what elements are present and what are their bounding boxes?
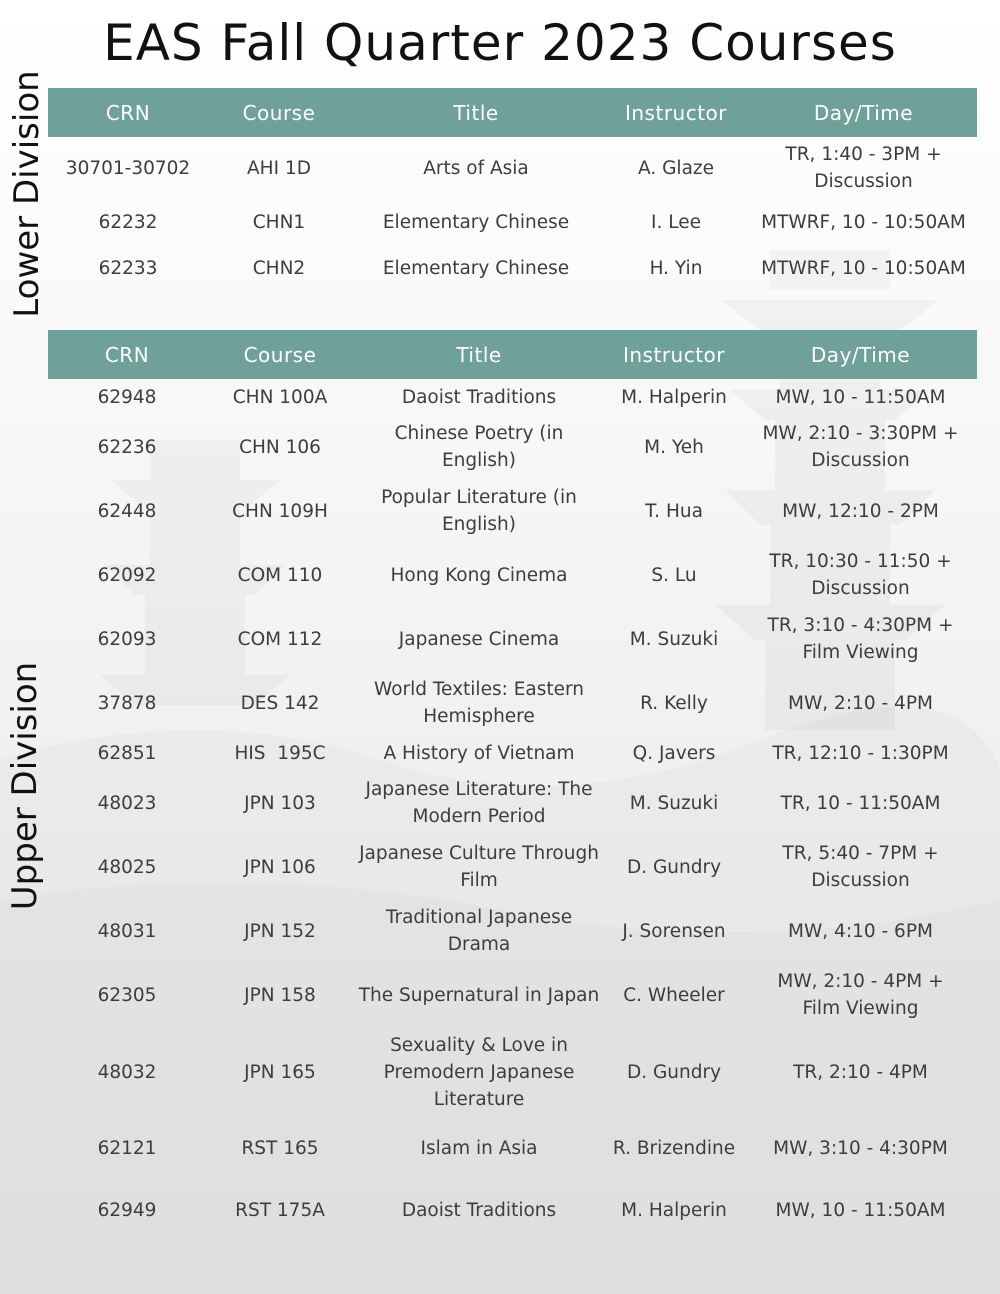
day-time-cell: TR, 3:10 - 4:30PM + Film Viewing [767,615,954,663]
course-cell: JPN 106 [244,856,316,878]
crn-cell: 62448 [97,500,157,522]
instructor-cell: T. Hua [645,500,703,522]
day-time-cell: TR, 10 - 11:50AM [780,792,941,814]
table-row [48,899,977,963]
title-cell: Elementary Chinese [382,211,570,233]
instructor-cell: R. Brizendine [612,1137,736,1159]
table-header-row [48,330,977,379]
title-cell: Elementary Chinese [382,257,570,279]
title-cell: Islam in Asia [420,1137,538,1159]
instructor-cell: H. Yin [649,257,703,279]
crn-cell: 62121 [97,1137,157,1159]
day-time-cell: TR, 2:10 - 4PM [793,1061,928,1083]
instructor-cell: R. Kelly [640,692,708,714]
instructor-cell: D. Gundry [626,856,722,878]
day-time-cell: MW, 10 - 11:50AM [775,1199,946,1221]
title-cell: World Textiles: Eastern Hemisphere [373,679,585,727]
crn-cell: 62851 [97,742,157,764]
course-cell: JPN 158 [244,984,316,1006]
crn-cell: 62948 [97,386,157,408]
table-row [48,771,977,835]
title-cell: Japanese Culture Through Film [359,843,599,891]
crn-cell: 48025 [97,856,157,878]
day-time-cell: MW, 3:10 - 4:30PM [773,1137,948,1159]
day-time-cell: TR, 1:40 - 3PM + Discussion [785,144,942,192]
course-cell: DES 142 [240,692,320,714]
table-row [48,415,977,479]
course-cell: CHN 109H [232,500,328,522]
table-row [48,1027,977,1117]
column-header-crn: CRN [48,88,208,137]
instructor-cell: M. Halperin [621,1199,727,1221]
instructor-cell: S. Lu [651,564,697,586]
instructor-cell: C. Wheeler [623,984,725,1006]
table-row [48,379,977,415]
course-cell: CHN1 [252,211,306,233]
day-time-cell: TR, 10:30 - 11:50 + Discussion [769,551,952,599]
title-cell: Arts of Asia [423,157,529,179]
crn-cell: 62236 [97,436,157,458]
table-row [48,1179,977,1241]
crn-cell: 62092 [97,564,157,586]
column-header-title: Title [354,330,604,379]
title-cell: Chinese Poetry (in English) [394,423,564,471]
title-cell: Popular Literature (in English) [381,487,577,535]
crn-cell: 62093 [97,628,157,650]
day-time-cell: MW, 10 - 11:50AM [775,386,946,408]
crn-cell: 62305 [97,984,157,1006]
title-cell: Japanese Literature: The Modern Period [365,779,593,827]
page-title: EAS Fall Quarter 2023 Courses [103,14,897,72]
day-time-cell: MW, 2:10 - 4PM [788,692,933,714]
column-header-instructor: Instructor [602,88,750,137]
instructor-cell: A. Glaze [638,157,714,179]
instructor-cell: M. Suzuki [629,792,719,814]
crn-cell: 62233 [98,257,158,279]
table-row [48,835,977,899]
instructor-cell: M. Yeh [644,436,704,458]
title-cell: Sexuality & Love in Premodern Japanese Literature [383,1034,575,1110]
day-time-cell: MW, 2:10 - 3:30PM + Discussion [762,423,959,471]
crn-cell: 37878 [97,692,157,714]
table-row [48,1117,977,1179]
crn-cell: 62949 [97,1199,157,1221]
crn-cell: 62232 [98,211,158,233]
column-header-instructor: Instructor [604,330,744,379]
instructor-cell: I. Lee [651,211,701,233]
course-cell: CHN 106 [239,436,321,458]
table-row [48,479,977,543]
day-time-cell: MW, 2:10 - 4PM + Film Viewing [777,971,944,1019]
crn-cell: 48023 [97,792,157,814]
course-cell: JPN 165 [244,1061,316,1083]
instructor-cell: Q. Javers [632,742,716,764]
course-cell: COM 110 [237,564,323,586]
course-cell: RST 165 [241,1137,319,1159]
day-time-cell: MW, 4:10 - 6PM [788,920,933,942]
instructor-cell: M. Halperin [621,386,727,408]
day-time-cell: MTWRF, 10 - 10:50AM [761,211,966,233]
instructor-cell: J. Sorensen [622,920,726,942]
title-cell: Traditional Japanese Drama [385,907,573,955]
table-row [48,735,977,771]
title-cell: Hong Kong Cinema [390,564,568,586]
column-header-title: Title [350,88,602,137]
column-header-course: Course [208,88,350,137]
course-cell: HIS 195C [234,742,326,764]
column-header-day-time: Day/Time [750,88,977,137]
column-header-day-time: Day/Time [744,330,977,379]
title-cell: A History of Vietnam [383,742,575,764]
upper-division-table [48,330,977,1241]
table-row [48,245,977,291]
instructor-cell: D. Gundry [626,1061,722,1083]
crn-cell: 48031 [97,920,157,942]
course-cell: JPN 152 [244,920,316,942]
table-row [48,963,977,1027]
table-row [48,671,977,735]
title-cell: Daoist Traditions [401,386,557,408]
table-row [48,543,977,607]
course-cell: JPN 103 [244,792,316,814]
column-header-course: Course [206,330,354,379]
course-cell: CHN2 [252,257,306,279]
course-cell: COM 112 [237,628,323,650]
course-cell: CHN 100A [232,386,328,408]
crn-cell: 30701-30702 [65,157,191,179]
title-cell: Japanese Cinema [398,628,560,650]
day-time-cell: MW, 12:10 - 2PM [782,500,939,522]
table-row [48,607,977,671]
crn-cell: 48032 [97,1061,157,1083]
lower-division-table [48,88,977,291]
lower-division-label: Lower Division [7,70,47,318]
upper-division-label: Upper Division [5,661,45,911]
course-cell: AHI 1D [247,157,311,179]
title-cell: The Supernatural in Japan [358,984,600,1006]
table-row [48,199,977,245]
table-row [48,137,977,199]
day-time-cell: TR, 5:40 - 7PM + Discussion [782,843,939,891]
column-header-crn: CRN [48,330,206,379]
day-time-cell: TR, 12:10 - 1:30PM [772,742,949,764]
day-time-cell: MTWRF, 10 - 10:50AM [761,257,966,279]
table-header-row [48,88,977,137]
course-cell: RST 175A [235,1199,325,1221]
title-cell: Daoist Traditions [401,1199,557,1221]
instructor-cell: M. Suzuki [629,628,719,650]
